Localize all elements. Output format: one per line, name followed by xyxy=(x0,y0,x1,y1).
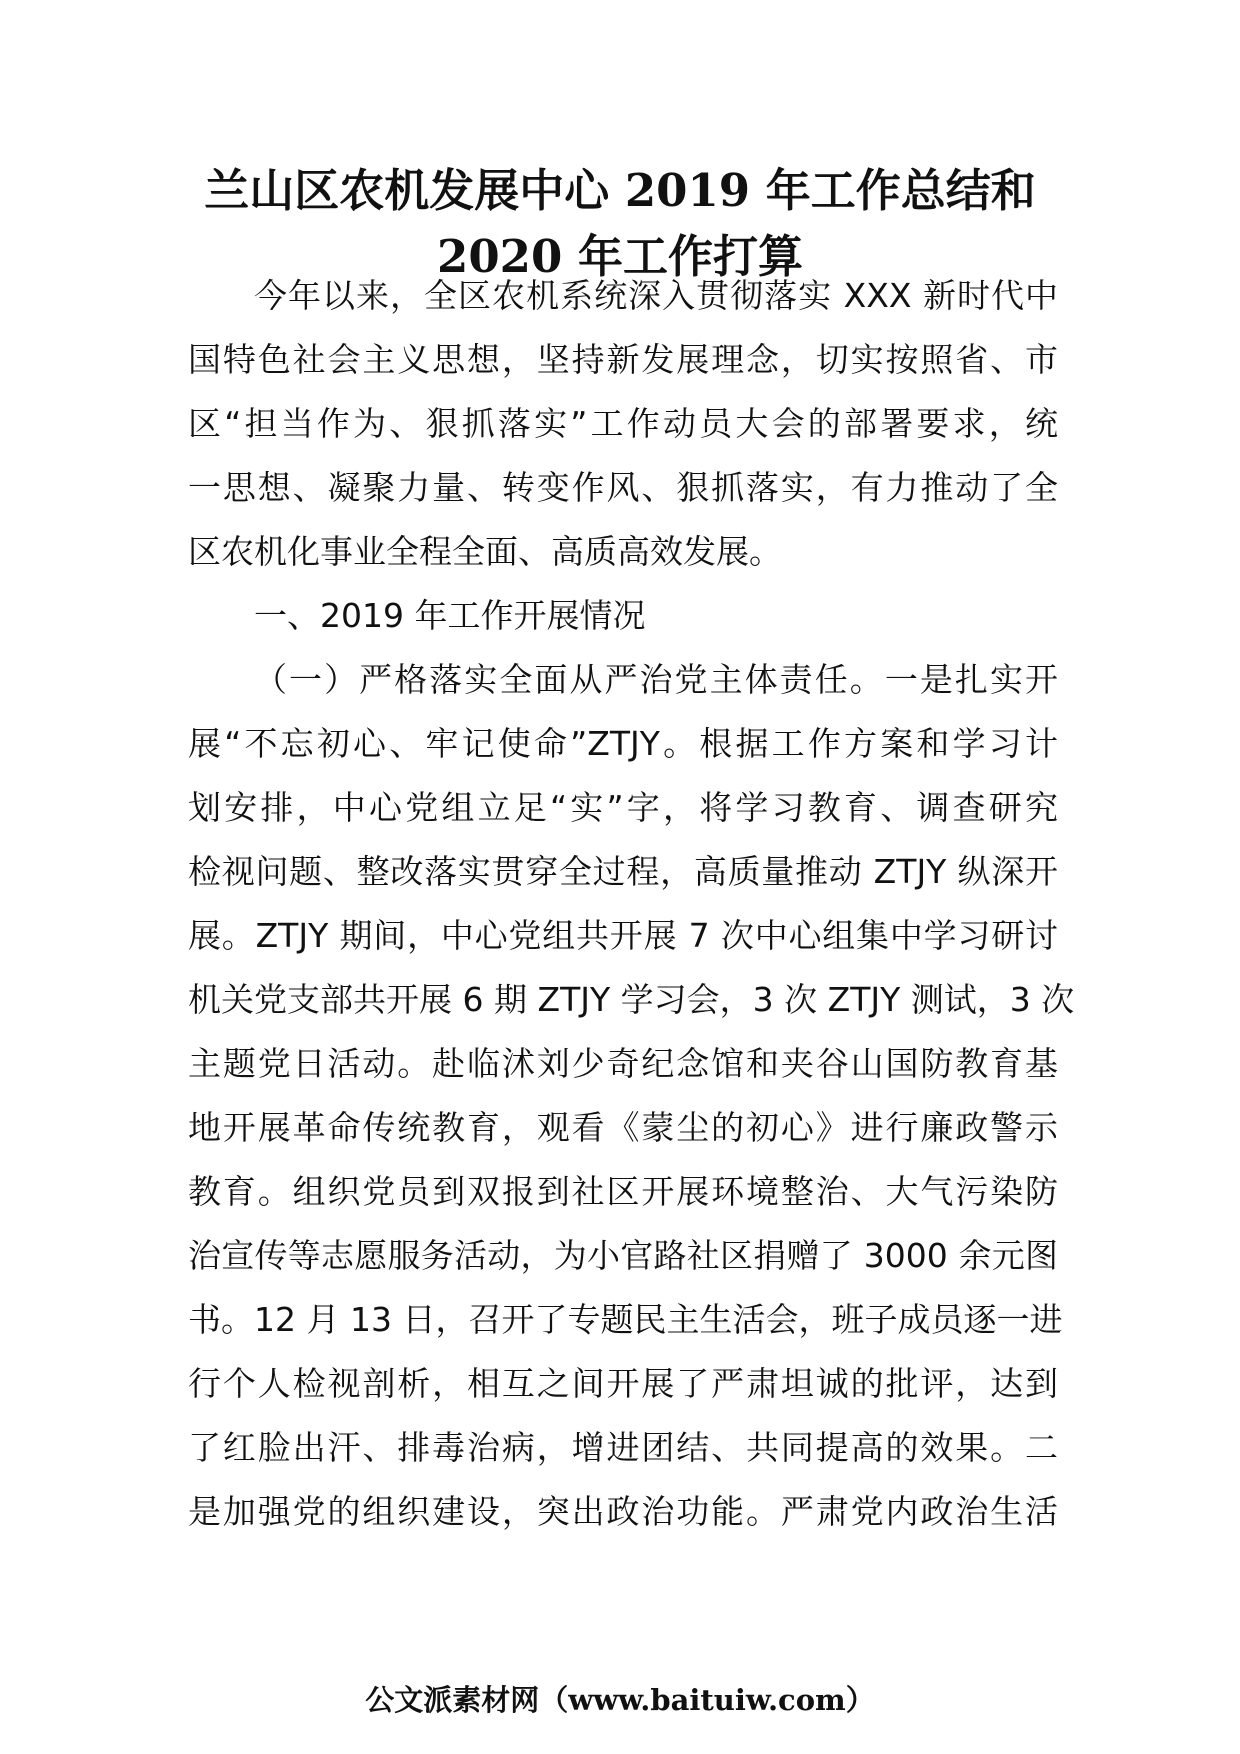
paragraph-line: 教育。组织党员到双报到社区开展环境整治、大气污染防 xyxy=(188,1172,1058,1211)
paragraph-line: 书。12 月 13 日，召开了专题民主生活会，班子成员逐一进 xyxy=(188,1300,1063,1339)
paragraph-line: 地开展革命传统教育，观看《蒙尘的初心》进行廉政警示 xyxy=(188,1108,1058,1147)
document-title-line-1: 兰山区农机发展中心 2019 年工作总结和 xyxy=(204,164,1036,217)
paragraph-line: 了红脸出汗、排毒治病，增进团结、共同提高的效果。二 xyxy=(188,1428,1058,1467)
paragraph-line: 划安排，中心党组立足“实”字，将学习教育、调查研究 xyxy=(188,788,1058,827)
paragraph-line: 国特色社会主义思想，坚持新发展理念，切实按照省、市 xyxy=(188,340,1058,379)
paragraph-line: 区“担当作为、狠抓落实”工作动员大会的部署要求，统 xyxy=(188,404,1058,443)
paragraph-line: 行个人检视剖析，相互之间开展了严肃坦诚的批评，达到 xyxy=(188,1364,1058,1403)
paragraph-line: 展“不忘初心、牢记使命”ZTJY。根据工作方案和学习计 xyxy=(188,724,1058,763)
footer-watermark: 公文派素材网（www.baituiw.com） xyxy=(365,1683,875,1717)
paragraph-line: 一思想、凝聚力量、转变作风、狠抓落实，有力推动了全 xyxy=(188,468,1058,507)
paragraph-line: 是加强党的组织建设，突出政治功能。严肃党内政治生活 xyxy=(188,1492,1058,1531)
section-heading: 一、2019 年工作开展情况 xyxy=(254,596,646,635)
paragraph-line: 区农机化事业全程全面、高质高效发展。 xyxy=(188,532,782,571)
paragraph-line: 展。ZTJY 期间，中心党组共开展 7 次中心组集中学习研讨 xyxy=(188,916,1058,955)
paragraph-line: （一）严格落实全面从严治党主体责任。一是扎实开 xyxy=(254,660,1058,699)
document-title-line-2: 2020 年工作打算 xyxy=(437,230,803,283)
paragraph-line: 治宣传等志愿服务活动，为小官路社区捐赠了 3000 余元图 xyxy=(188,1236,1058,1275)
paragraph-line: 主题党日活动。赴临沭刘少奇纪念馆和夹谷山国防教育基 xyxy=(188,1044,1058,1083)
paragraph-line: 检视问题、整改落实贯穿全过程，高质量推动 ZTJY 纵深开 xyxy=(188,852,1058,891)
paragraph-line: 机关党支部共开展 6 期 ZTJY 学习会，3 次 ZTJY 测试，3 次 xyxy=(188,980,1075,1019)
paragraph-line: 今年以来，全区农机系统深入贯彻落实 XXX 新时代中 xyxy=(254,276,1058,315)
